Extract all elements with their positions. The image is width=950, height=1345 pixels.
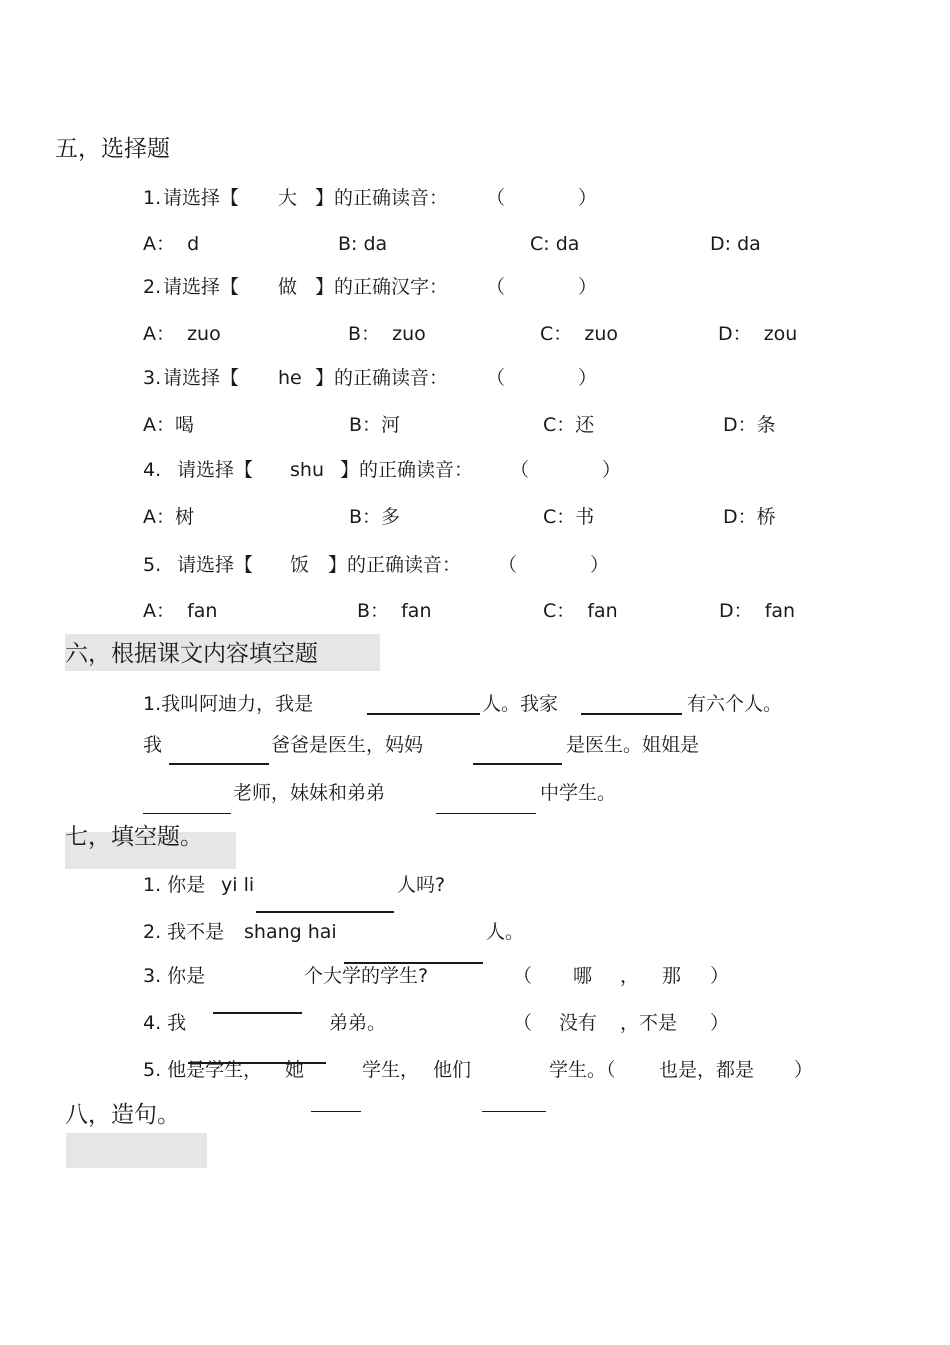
question-5-option-c: C： fan: [543, 600, 618, 622]
fill-2-text-a: 我: [143, 734, 163, 756]
question-3-paren-close: ）: [578, 367, 598, 389]
fill-2-text-c: 是医生。姐姐是: [566, 734, 700, 756]
blank-q5-text-a: 5. 他是学生，: [143, 1059, 263, 1081]
fill-3-blank-1[interactable]: [143, 813, 231, 814]
question-1-paren-open: （: [486, 187, 506, 209]
question-4-key: shu: [290, 459, 324, 481]
question-5-key: 饭: [290, 554, 310, 576]
fill-1-text-c: 有六个人。: [687, 693, 783, 715]
question-1-number: 1.: [143, 187, 162, 209]
blank-q5-text-d: 他们: [433, 1059, 472, 1081]
fill-3-text-a: 老师，妹妹和弟弟: [233, 782, 386, 804]
blank-q3-paren-close: ）: [710, 965, 730, 987]
question-5-option-b: B： fan: [357, 600, 432, 622]
blank-q4-choice-1: 没有: [559, 1012, 598, 1034]
blank-q5-text-e: 学生。（: [549, 1059, 616, 1081]
question-2-number: 2.: [143, 276, 162, 298]
blank-q1-line[interactable]: [256, 911, 394, 913]
fill-1-text-b: 人。我家: [482, 693, 559, 715]
fill-3-blank-2[interactable]: [436, 813, 536, 814]
question-3-key: he: [278, 367, 302, 389]
fill-1-blank-2[interactable]: [581, 713, 682, 715]
question-2-key: 做: [278, 276, 298, 298]
question-3-option-c: C：还: [543, 414, 595, 436]
blank-q4-text-a: 4. 我: [143, 1012, 187, 1034]
question-3-option-d: D：条: [723, 414, 776, 436]
question-1-key: 大: [278, 187, 298, 209]
question-2-suffix: 】的正确汉字：: [315, 276, 449, 298]
question-1-option-c: C: da: [530, 233, 580, 255]
fill-1-blank-1[interactable]: [367, 713, 480, 715]
blank-q5-line-1[interactable]: [311, 1111, 361, 1112]
question-3-option-b: B：河: [349, 414, 401, 436]
question-4-option-b: B：多: [349, 506, 401, 528]
question-5-number: 5.: [143, 554, 162, 576]
question-5-prompt: 请选择【: [177, 554, 254, 576]
question-5-option-d: D： fan: [719, 600, 796, 622]
question-1-option-b: B: da: [338, 233, 388, 255]
blank-q3-line[interactable]: [213, 1012, 302, 1014]
blank-q3-text-a: 3. 你是: [143, 965, 206, 987]
question-2-prompt: 请选择【: [163, 276, 240, 298]
question-1-option-a: A： d: [143, 233, 200, 255]
section-8-title: 八，造句。: [65, 1102, 180, 1128]
blank-q3-paren-open: （: [513, 965, 533, 987]
question-2-paren-open: （: [486, 276, 506, 298]
fill-2-blank-1[interactable]: [169, 763, 269, 765]
question-4-option-c: C：书: [543, 506, 595, 528]
question-4-prompt: 请选择【: [177, 459, 254, 481]
blank-q2-text-b: 人。: [486, 921, 525, 943]
fill-1-text-a: 1.我叫阿迪力，我是: [143, 693, 314, 715]
question-3-option-a: A：喝: [143, 414, 194, 436]
question-3-paren-open: （: [486, 367, 506, 389]
blank-q4-paren-close: ）: [710, 1012, 730, 1034]
fill-3-text-b: 中学生。: [540, 782, 617, 804]
blank-q4-choice-2: ，不是: [620, 1012, 678, 1034]
question-1-option-d: D: da: [710, 233, 761, 255]
question-5-suffix: 】的正确读音：: [328, 554, 462, 576]
blank-q5-text-c: 学生，: [362, 1059, 420, 1081]
blank-q2-text-a: 2. 我不是: [143, 921, 225, 943]
blank-q5-paren-close: ）: [794, 1059, 814, 1081]
question-2-option-b: B： zuo: [348, 323, 426, 345]
section-7-title: 七，填空题。: [65, 824, 203, 850]
question-3-number: 3.: [143, 367, 162, 389]
section-6-title: 六，根据课文内容填空题: [65, 641, 318, 667]
question-2-option-c: C： zuo: [540, 323, 618, 345]
question-4-suffix: 】的正确读音：: [340, 459, 474, 481]
question-1-suffix: 】的正确读音：: [315, 187, 449, 209]
blank-q2-pinyin: shang hai: [244, 921, 337, 943]
blank-q4-paren-open: （: [513, 1012, 533, 1034]
fill-2-blank-2[interactable]: [473, 763, 562, 765]
question-4-paren-close: ）: [602, 459, 622, 481]
question-3-prompt: 请选择【: [163, 367, 240, 389]
blank-q5-text-b: 她: [285, 1059, 305, 1081]
blank-q3-choice-2: 那: [662, 965, 682, 987]
question-2-paren-close: ）: [578, 276, 598, 298]
blank-q1-text-a: 1. 你是: [143, 874, 206, 896]
question-1-paren-close: ）: [578, 187, 598, 209]
blank-q1-text-b: 人吗?: [397, 874, 446, 896]
question-4-number: 4.: [143, 459, 162, 481]
question-5-option-a: A： fan: [143, 600, 218, 622]
section-8-title-shading: [66, 1133, 207, 1168]
blank-q3-comma: ，: [620, 965, 640, 987]
question-4-option-a: A：树: [143, 506, 194, 528]
blank-q5-choices: 也是，都是: [659, 1059, 755, 1081]
section-5-title: 五，选择题: [55, 136, 170, 162]
question-5-paren-close: ）: [590, 554, 610, 576]
blank-q4-text-b: 弟弟。: [329, 1012, 387, 1034]
blank-q5-line-2[interactable]: [482, 1111, 546, 1112]
blank-q3-choice-1: 哪: [573, 965, 593, 987]
question-2-option-a: A： zuo: [143, 323, 221, 345]
question-3-suffix: 】的正确读音：: [315, 367, 449, 389]
question-5-paren-open: （: [498, 554, 518, 576]
blank-q1-pinyin: yi li: [221, 874, 255, 896]
question-2-option-d: D： zou: [718, 323, 798, 345]
blank-q3-text-b: 个大学的学生?: [304, 965, 429, 987]
question-1-prompt: 请选择【: [163, 187, 240, 209]
fill-2-text-b: 爸爸是医生，妈妈: [271, 734, 424, 756]
question-4-option-d: D：桥: [723, 506, 776, 528]
question-4-paren-open: （: [510, 459, 530, 481]
blank-q2-line[interactable]: [344, 962, 483, 964]
